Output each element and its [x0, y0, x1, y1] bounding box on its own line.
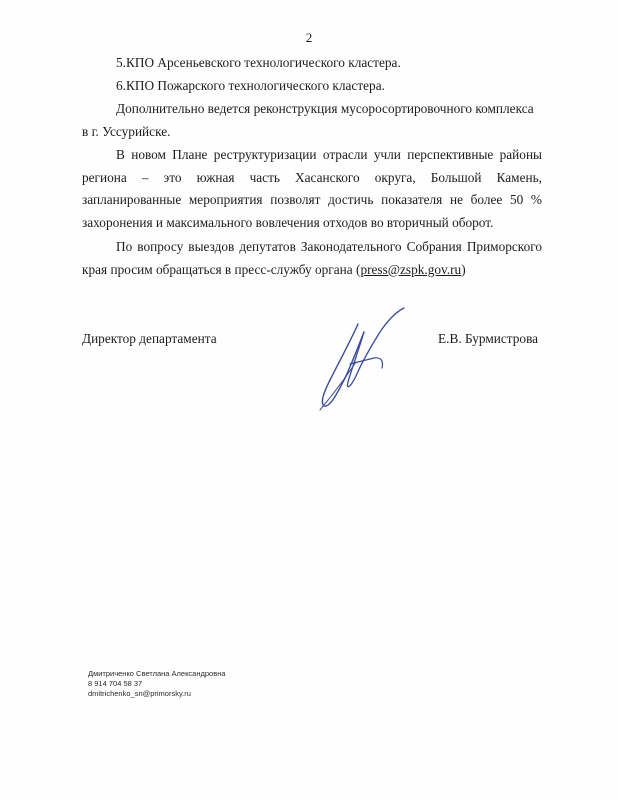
- handwritten-signature: [300, 302, 420, 420]
- contact-suffix: ): [461, 261, 466, 277]
- paragraph-line: региона – это южная часть Хасанского округа, Большой Камень,: [82, 169, 542, 185]
- executor-name: Дмитриченко Светлана Александровна: [88, 669, 226, 678]
- paragraph-line: В новом Плане реструктуризации отрасли учли перспективные районы: [116, 147, 542, 162]
- executor-email: dmitrichenko_sn@primorsky.ru: [88, 689, 191, 698]
- paragraph-line: захоронения и максимального вовлечения отходов во вторичный оборот.: [82, 214, 494, 230]
- page-number: 2: [305, 30, 313, 45]
- list-item-5: [82, 52, 542, 75]
- paragraph-line: запланированные мероприятия позволят достичь показателя не более 50 %: [82, 192, 542, 207]
- paragraph-line: [82, 259, 542, 282]
- paragraph-line: По вопросу выездов депутатов Законодательного Собрания Приморского: [116, 239, 542, 254]
- signatory-role: Директор департамента: [82, 331, 217, 346]
- paragraph-contact: [82, 236, 542, 281]
- list-item-6: [82, 75, 542, 98]
- contact-prefix: края просим обращаться в пресс-службу органа (: [82, 261, 361, 277]
- list-item-5-text: 5.КПО Арсеньевского технологического кластера.: [116, 55, 401, 70]
- executor-phone: 8 914 704 58 37: [88, 679, 143, 688]
- signatory-name: Е.В. Бурмистрова: [438, 331, 539, 346]
- paragraph-plan: [82, 144, 542, 234]
- paragraph-line: Дополнительно ведется реконструкция мусоросортировочного комплекса: [116, 101, 534, 116]
- list-item-6-text: 6.КПО Пожарского технологического кластера.: [116, 78, 385, 93]
- press-email-link[interactable]: press@zspk.gov.ru: [360, 261, 462, 277]
- executor-info: [88, 669, 226, 699]
- paragraph-reconstruction: [82, 98, 542, 143]
- paragraph-line: в г. Уссурийске.: [82, 123, 171, 139]
